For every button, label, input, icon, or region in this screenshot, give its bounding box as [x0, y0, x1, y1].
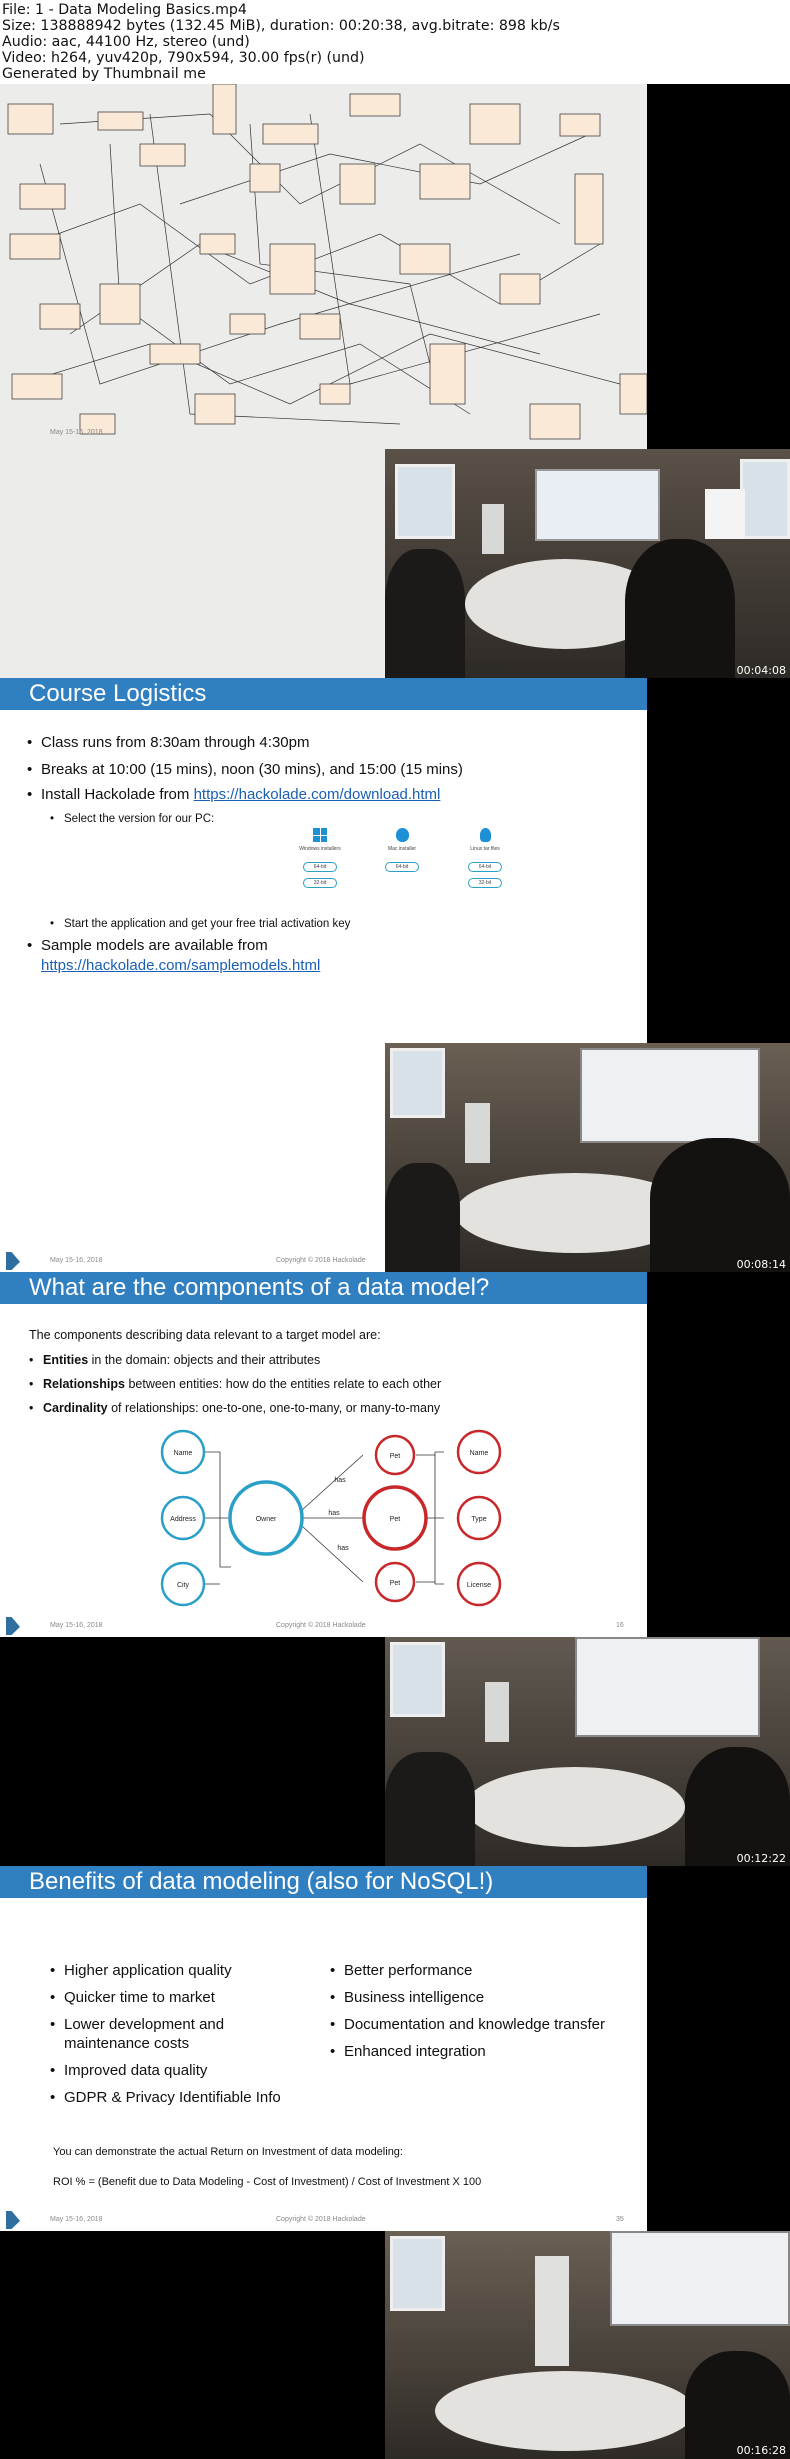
- linux-32-button[interactable]: 32-bit: [468, 878, 502, 888]
- benefit-item: • Business intelligence: [330, 1988, 610, 2007]
- file-info-header: [0, 0, 790, 84]
- timestamp: 00:12:22: [736, 1852, 786, 1865]
- download-link[interactable]: https://hackolade.com/download.html: [193, 786, 441, 803]
- slide-benefits: [0, 1866, 647, 2231]
- timestamp: 00:04:08: [736, 664, 786, 677]
- desc-entities: in the domain: objects and their attributes: [88, 1353, 321, 1367]
- rel-link-bot: [302, 1526, 363, 1582]
- attr-link-name: [204, 1452, 231, 1567]
- samples-text: Sample models are available from: [41, 937, 268, 954]
- edge-label: has: [337, 1545, 349, 1552]
- samples-link[interactable]: https://hackolade.com/samplemodels.html: [41, 957, 321, 974]
- mac-64-button[interactable]: 64-bit: [385, 862, 419, 872]
- diagram-date: May 15-16, 2018: [50, 429, 103, 436]
- windows-32-button[interactable]: 32-bit: [303, 878, 337, 888]
- video-feed: [385, 1637, 790, 1866]
- bullet-install: [27, 785, 627, 805]
- bullet-samples: [27, 936, 627, 976]
- node-label: Name: [469, 1450, 489, 1457]
- timestamp: 00:16:28: [736, 2444, 786, 2457]
- footer-date: May 15-16, 2018: [50, 1257, 103, 1264]
- desc-cardinality: of relationships: one-to-one, one-to-many, or many-to-many: [107, 1401, 441, 1415]
- installer-options: [290, 828, 520, 918]
- thumbnail-frame-1: [0, 84, 790, 678]
- windows-64-button[interactable]: 64-bit: [303, 862, 337, 872]
- benefits-left-list: [50, 1961, 300, 2115]
- roi-formula: ROI % = (Benefit due to Data Modeling - Cost of Investment) / Cost of Investment X 100: [53, 2176, 482, 2188]
- video-feed: [385, 1043, 790, 1272]
- term-cardinality: Cardinality: [43, 1401, 108, 1415]
- apple-icon: [396, 828, 409, 842]
- video-feed: [385, 449, 790, 678]
- thumbnail-frame-3: [0, 1272, 790, 1866]
- benefit-item: • Documentation and knowledge transfer: [330, 2015, 610, 2034]
- slide-title: Benefits of data modeling (also for NoSQL!): [0, 1866, 647, 1898]
- edge-label: has: [328, 1510, 340, 1517]
- slide-title: Course Logistics: [0, 678, 647, 710]
- node-label: Address: [170, 1516, 196, 1523]
- video-info-line: Video: h264, yuv420p, 790x594, 30.00 fps(r) (und): [2, 50, 365, 66]
- thumbnail-frame-2: [0, 678, 790, 1272]
- term-entities: Entities: [43, 1353, 89, 1367]
- windows-icon: [313, 828, 327, 842]
- installer-linux: [455, 828, 515, 888]
- install-text: Install Hackolade from: [41, 786, 194, 803]
- bullet-breaks: • Breaks at 10:00 (15 mins), noon (30 mins), and 15:00 (15 mins): [27, 760, 627, 780]
- installer-name: Windows installers: [299, 846, 341, 852]
- benefits-right-list: [330, 1961, 610, 2069]
- sub-bullet-activation: • Start the application and get your free trial activation key: [50, 917, 610, 931]
- footer-copyright: Copyright © 2018 Hackolade: [276, 1622, 366, 1629]
- timestamp: 00:08:14: [736, 1258, 786, 1271]
- linux-64-button[interactable]: 64-bit: [468, 862, 502, 872]
- benefit-item: • Improved data quality: [50, 2061, 300, 2080]
- bullet-entities: [29, 1348, 629, 1372]
- desc-relationships: between entities: how do the entities relate to each other: [124, 1377, 442, 1391]
- sub-bullet-select-version: • Select the version for our PC:: [50, 812, 590, 826]
- slide-number: 35: [616, 2216, 624, 2223]
- hackolade-logo-icon: [6, 1252, 20, 1270]
- slide-data-model-components: [0, 1272, 647, 1637]
- footer-copyright: Copyright © 2018 Hackolade: [276, 2216, 366, 2223]
- audio-info-line: Audio: aac, 44100 Hz, stereo (und): [2, 34, 250, 50]
- installer-windows: [290, 828, 350, 888]
- thumbnail-frame-4: [0, 1866, 790, 2459]
- bullet-relationships: [29, 1372, 629, 1396]
- er-diagram: [0, 84, 647, 444]
- slide-title: What are the components of a data model?: [0, 1272, 647, 1304]
- roi-intro: You can demonstrate the actual Return on Investment of data modeling:: [53, 2146, 403, 2158]
- node-label: Pet: [389, 1453, 401, 1460]
- benefit-item: • Lower development and maintenance costs: [50, 2015, 300, 2053]
- node-label: Type: [471, 1516, 487, 1523]
- linux-icon: [480, 828, 491, 842]
- slide-intro: The components describing data relevant to a target model are:: [29, 1328, 381, 1342]
- footer-date: May 15-16, 2018: [50, 2216, 103, 2223]
- rel-link-top: [302, 1455, 363, 1510]
- benefit-item: • Quicker time to market: [50, 1988, 300, 2007]
- node-label: Pet: [389, 1516, 401, 1523]
- edge-label: has: [334, 1477, 346, 1484]
- installer-mac: [372, 828, 432, 872]
- footer-date: May 15-16, 2018: [50, 1622, 103, 1629]
- installer-name: Linux tar files: [470, 846, 500, 852]
- generator-line: Generated by Thumbnail me: [2, 66, 206, 82]
- node-label: Pet: [389, 1580, 401, 1587]
- hackolade-logo-icon: [6, 1617, 20, 1635]
- benefit-item: • Enhanced integration: [330, 2042, 610, 2061]
- slide-number: 16: [616, 1622, 624, 1629]
- benefit-item: • GDPR & Privacy Identifiable Info: [50, 2088, 300, 2107]
- node-label: Name: [173, 1450, 193, 1457]
- footer-copyright: Copyright © 2018 Hackolade: [276, 1257, 366, 1264]
- video-feed: [385, 2231, 790, 2459]
- benefit-item: • Higher application quality: [50, 1961, 300, 1980]
- size-info-line: Size: 138888942 bytes (132.45 MiB), duration: 00:20:38, avg.bitrate: 898 kb/s: [2, 18, 560, 34]
- node-label: City: [176, 1582, 190, 1589]
- bullet-cardinality: [29, 1396, 629, 1420]
- entity-relationship-diagram: [0, 1422, 647, 1637]
- slide-footer: [0, 1613, 647, 1637]
- slide-footer: [0, 2207, 647, 2231]
- installer-name: Mac installer: [387, 846, 417, 852]
- term-relationships: Relationships: [43, 1377, 125, 1391]
- benefit-item: • Better performance: [330, 1961, 610, 1980]
- bullet-class-hours: • Class runs from 8:30am through 4:30pm: [27, 733, 627, 753]
- hackolade-logo-icon: [6, 2211, 20, 2229]
- node-label: License: [466, 1582, 492, 1589]
- file-info-line: File: 1 - Data Modeling Basics.mp4: [2, 2, 247, 18]
- node-label: Owner: [255, 1516, 277, 1523]
